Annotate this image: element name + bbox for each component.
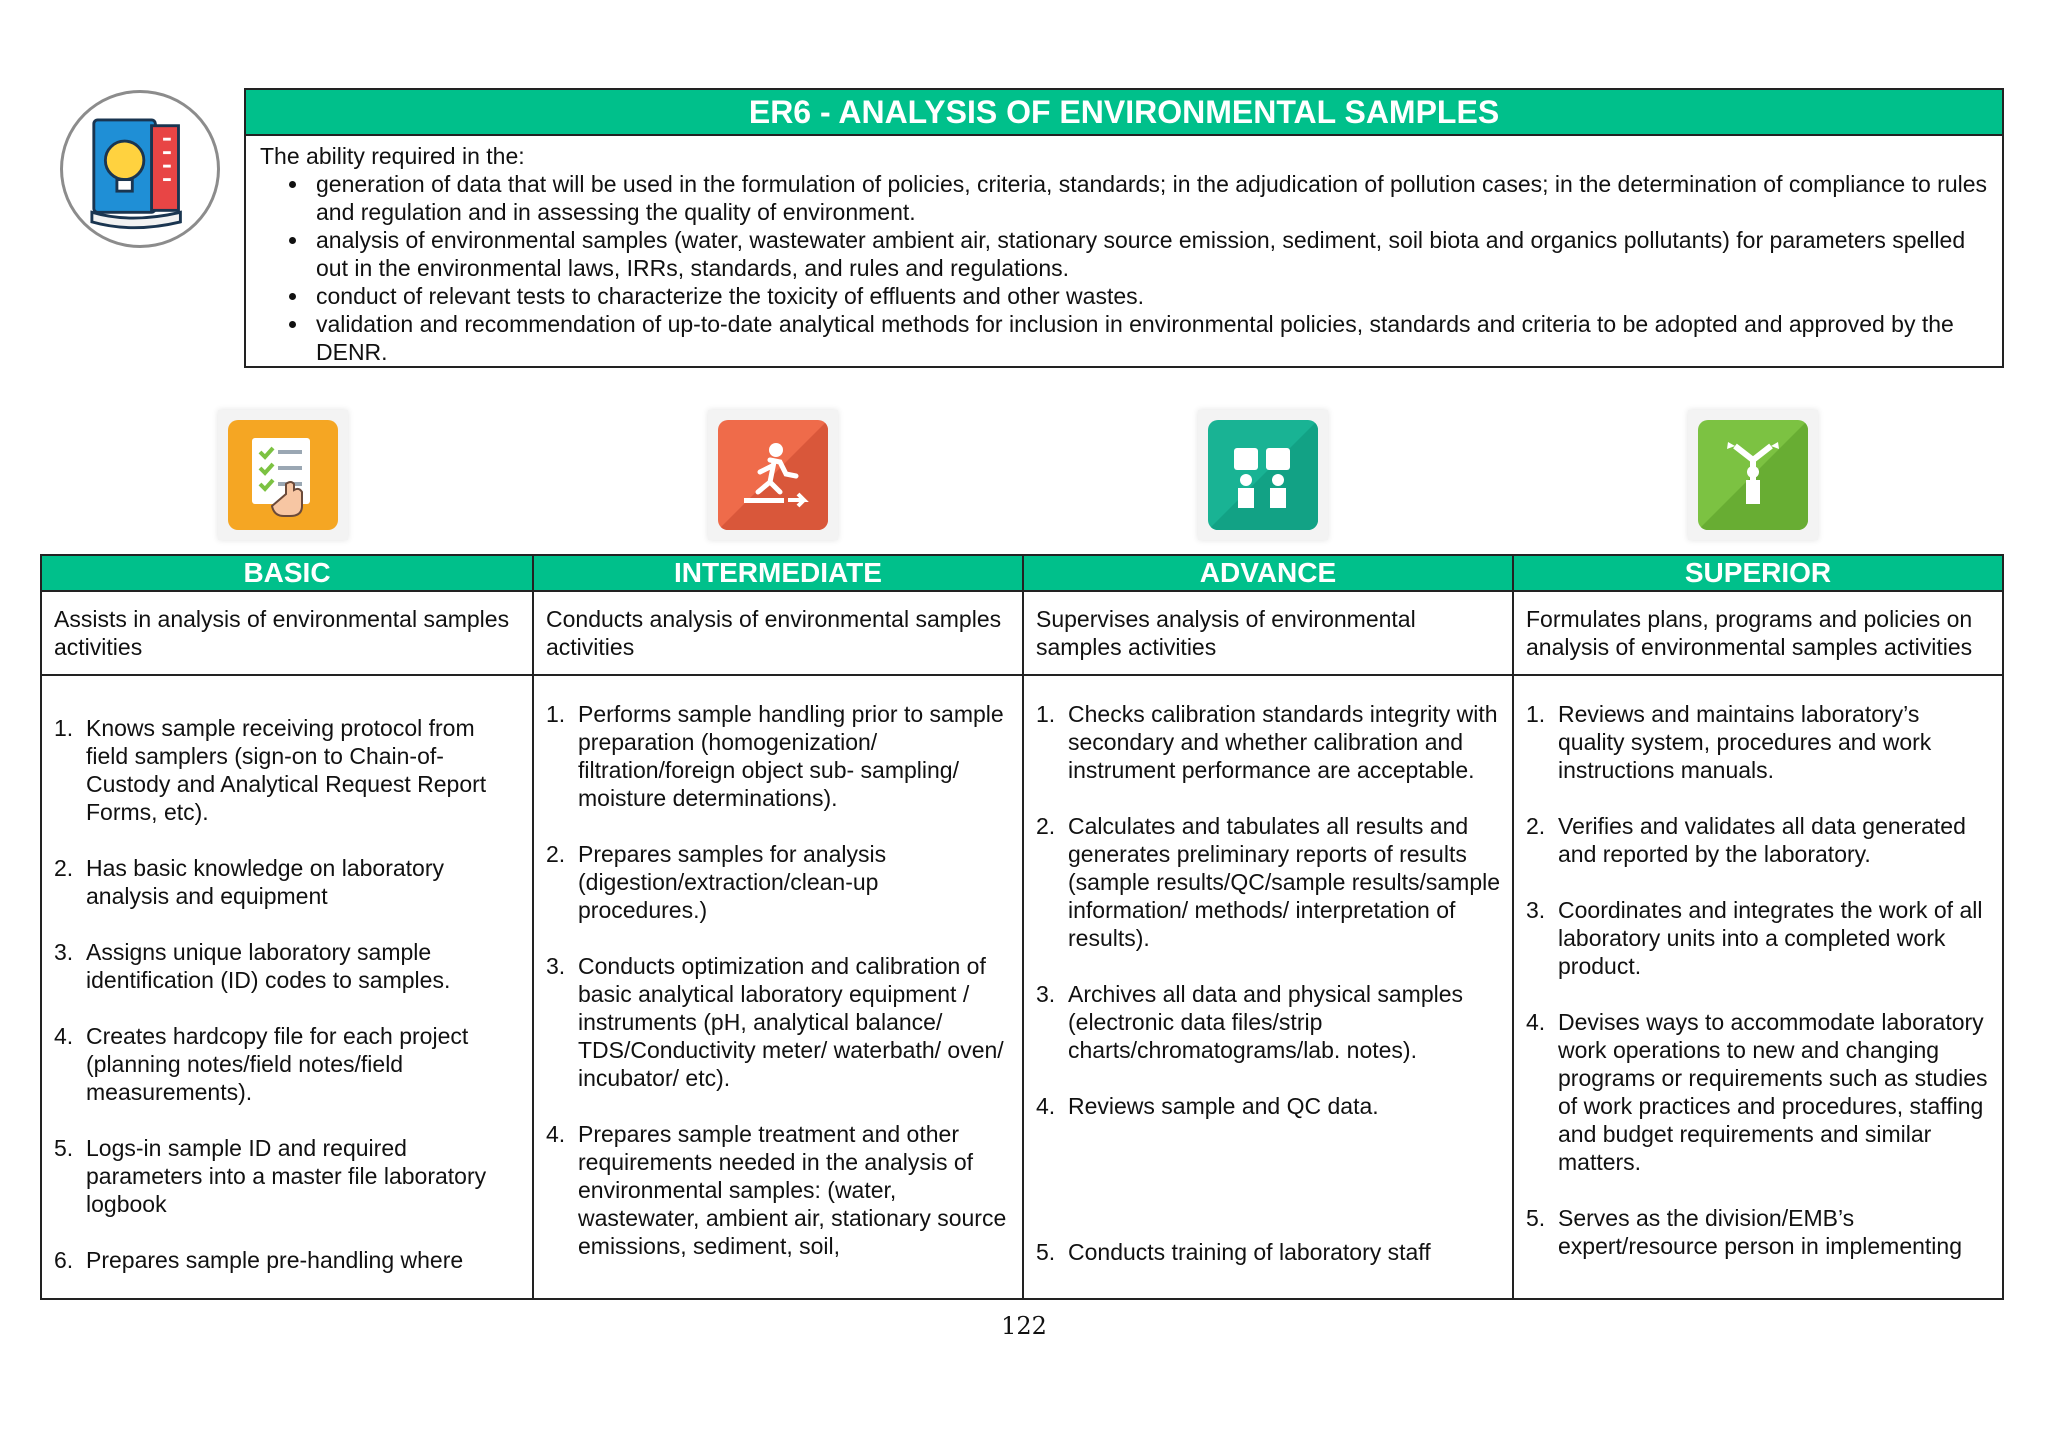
level-summary: Supervises analysis of environmental samples activities bbox=[1024, 592, 1512, 676]
item-text: Verifies and validates all data generated and reported by the laboratory. bbox=[1558, 813, 1966, 867]
ability-item: • analysis of environmental samples (water, wastewater ambient air, stationary source emission, sediment, soil biota and organics pollutants) for parameters spelled out in the environmental laws, IRRs, standards, and rules and regulations. bbox=[310, 226, 1988, 282]
list-item bbox=[1526, 1204, 1992, 1260]
list-item bbox=[1526, 700, 1992, 784]
ability-list bbox=[260, 170, 1988, 366]
item-text: Prepares samples for analysis (digestion/extraction/clean-up procedures.) bbox=[578, 841, 887, 923]
indicator-list bbox=[42, 676, 532, 1274]
list-item bbox=[546, 952, 1012, 1092]
page-title: ER6 - ANALYSIS OF ENVIRONMENTAL SAMPLES bbox=[246, 90, 2002, 136]
item-text: Prepares sample treatment and other requirements needed in the analysis of environmental samples: (water, wastewater, ambient air, stationary source emissions, sediment, soil, bbox=[578, 1121, 1007, 1259]
competency-description-box bbox=[244, 88, 2004, 368]
ability-item: • conduct of relevant tests to characterize the toxicity of effluents and other wastes. bbox=[310, 282, 1988, 310]
level-heading: INTERMEDIATE bbox=[534, 556, 1022, 592]
level-column-advance bbox=[1022, 556, 1512, 1298]
item-text: Creates hardcopy file for each project (planning notes/field notes/field measurements). bbox=[86, 1023, 469, 1105]
item-number: 3. bbox=[1526, 897, 1546, 923]
intro-text: The ability required in the: bbox=[260, 143, 525, 169]
list-item bbox=[54, 1134, 522, 1218]
item-number: 3. bbox=[1036, 981, 1056, 1007]
item-number: 4. bbox=[546, 1121, 566, 1147]
level-heading: BASIC bbox=[42, 556, 532, 592]
list-item bbox=[1036, 1238, 1502, 1266]
list-item bbox=[1036, 700, 1502, 784]
level-column-superior bbox=[1512, 556, 2002, 1298]
item-text: Prepares sample pre-handling where bbox=[86, 1247, 464, 1273]
item-text: Checks calibration standards integrity with secondary and whether calibration and instrument performance are acceptable. bbox=[1068, 701, 1498, 783]
competency-levels-table bbox=[40, 554, 2004, 1300]
item-number: 4. bbox=[1036, 1093, 1056, 1119]
item-text: Logs-in sample ID and required parameters into a master file laboratory logbook bbox=[86, 1135, 487, 1217]
item-text: Conducts training of laboratory staff bbox=[1068, 1239, 1431, 1265]
item-number: 6. bbox=[54, 1247, 74, 1273]
item-text: Archives all data and physical samples (electronic data files/strip charts/chromatograms/lab. notes). bbox=[1068, 981, 1464, 1063]
ability-item: • generation of data that will be used in the formulation of policies, criteria, standards; in the adjudication of pollution cases; in the determination of compliance to rules and regulation and in assessing the quality of environment. bbox=[310, 170, 1988, 226]
ability-item: • validation and recommendation of up-to-date analytical methods for inclusion in environmental policies, standards and criteria to be adopted and approved by the DENR. bbox=[310, 310, 1988, 366]
item-number: 2. bbox=[1036, 813, 1056, 839]
runner-exit-icon bbox=[708, 410, 838, 540]
leader-arrows-icon bbox=[1688, 410, 1818, 540]
item-text: Assigns unique laboratory sample identification (ID) codes to samples. bbox=[86, 939, 451, 993]
list-item bbox=[546, 840, 1012, 924]
indicator-list bbox=[1024, 676, 1512, 1266]
list-item bbox=[54, 1022, 522, 1106]
level-heading: ADVANCE bbox=[1024, 556, 1512, 592]
item-text: Serves as the division/EMB’s expert/resource person in implementing bbox=[1558, 1205, 1962, 1259]
list-item bbox=[54, 714, 522, 826]
level-summary: Assists in analysis of environmental samples activities bbox=[42, 592, 532, 676]
item-text: Coordinates and integrates the work of all laboratory units into a completed work product. bbox=[1558, 897, 1983, 979]
list-item bbox=[1526, 1008, 1992, 1176]
item-text: Reviews and maintains laboratory’s quality system, procedures and work instructions manuals. bbox=[1558, 701, 1932, 783]
item-number: 3. bbox=[54, 939, 74, 965]
item-number: 1. bbox=[1526, 701, 1546, 727]
item-text: Knows sample receiving protocol from field samplers (sign-on to Chain-of-Custody and Analytical Request Report Forms, etc). bbox=[86, 715, 487, 825]
level-summary: Formulates plans, programs and policies on analysis of environmental samples activities bbox=[1514, 592, 2002, 676]
item-number: 4. bbox=[54, 1023, 74, 1049]
page-number: 122 bbox=[1001, 1312, 1047, 1340]
list-item bbox=[1036, 980, 1502, 1064]
item-number: 2. bbox=[546, 841, 566, 867]
item-number: 3. bbox=[546, 953, 566, 979]
item-text: Has basic knowledge on laboratory analysis and equipment bbox=[86, 855, 444, 909]
item-text: Conducts optimization and calibration of basic analytical laboratory equipment / instruments (pH, analytical balance/ TDS/Conductivity meter/ waterbath/ oven/ incubator/ etc). bbox=[578, 953, 1004, 1091]
item-number: 1. bbox=[54, 715, 74, 741]
item-text: Devises ways to accommodate laboratory work operations to new and changing programs or requirements such as studies of work practices and procedures, staffing and budget requirements and similar matters. bbox=[1558, 1009, 1988, 1175]
item-text: Reviews sample and QC data. bbox=[1068, 1093, 1379, 1119]
item-text: Calculates and tabulates all results and generates preliminary reports of results (sample results/QC/sample results/sample information/ methods/ interpretation of results). bbox=[1068, 813, 1501, 951]
item-number: 4. bbox=[1526, 1009, 1546, 1035]
list-item bbox=[1036, 1092, 1502, 1120]
list-item bbox=[1526, 896, 1992, 980]
item-number: 2. bbox=[1526, 813, 1546, 839]
item-number: 5. bbox=[54, 1135, 74, 1161]
item-number: 5. bbox=[1526, 1205, 1546, 1231]
indicator-list bbox=[1514, 676, 2002, 1260]
lightbulb-book-icon bbox=[60, 90, 220, 248]
list-item bbox=[546, 700, 1012, 812]
list-item bbox=[54, 854, 522, 910]
teamwork-puzzle-icon bbox=[1198, 410, 1328, 540]
competency-description bbox=[246, 136, 2002, 366]
item-number: 2. bbox=[54, 855, 74, 881]
list-item bbox=[54, 1246, 522, 1274]
item-number: 1. bbox=[1036, 701, 1056, 727]
level-column-basic bbox=[42, 556, 532, 1298]
item-number: 1. bbox=[546, 701, 566, 727]
list-item bbox=[546, 1120, 1012, 1260]
list-item bbox=[1036, 812, 1502, 952]
checklist-hand-icon bbox=[218, 410, 348, 540]
item-number: 5. bbox=[1036, 1239, 1056, 1265]
list-item bbox=[1526, 812, 1992, 868]
indicator-list bbox=[534, 676, 1022, 1260]
level-summary: Conducts analysis of environmental samples activities bbox=[534, 592, 1022, 676]
item-text: Performs sample handling prior to sample preparation (homogenization/ filtration/foreign object sub- sampling/ moisture determinations). bbox=[578, 701, 1004, 811]
list-item bbox=[54, 938, 522, 994]
level-heading: SUPERIOR bbox=[1514, 556, 2002, 592]
level-column-intermediate bbox=[532, 556, 1022, 1298]
